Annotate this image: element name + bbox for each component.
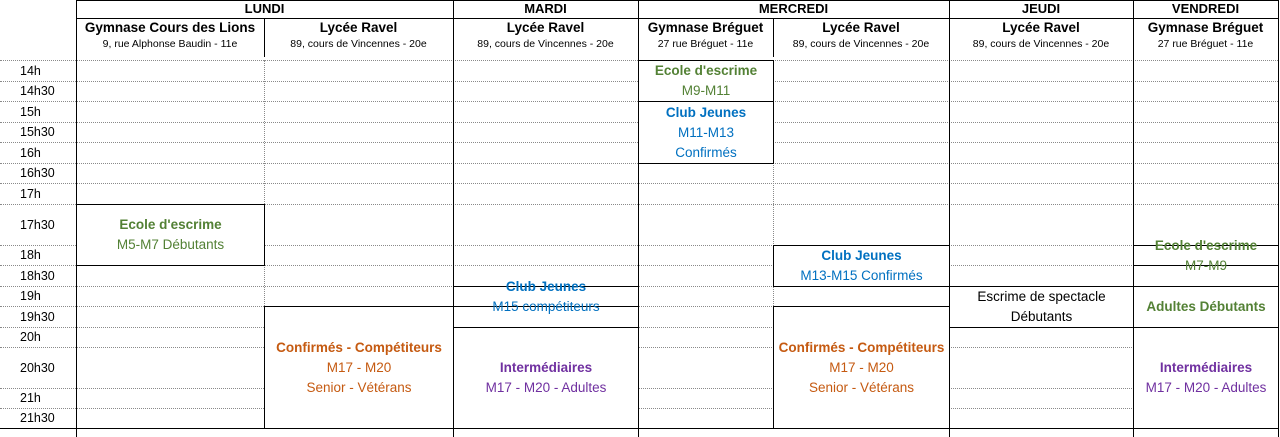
session-detail: M13-M15 Confirmés — [800, 268, 923, 283]
session-block — [264, 306, 454, 429]
time-gridline — [0, 388, 1278, 389]
venue-address: 89, cours de Vincennes - 20e — [972, 38, 1110, 50]
session-title: Club Jeunes — [665, 104, 747, 120]
session-detail: M15 compétiteurs — [492, 298, 600, 314]
session-detail: M5-M7 Débutants — [116, 237, 225, 252]
time-label: 20h — [20, 330, 41, 344]
session-detail: Senior - Vétérans — [808, 379, 915, 395]
session-block — [76, 204, 265, 266]
venue-address: 9, rue Alphonse Baudin - 11e — [102, 38, 238, 50]
day-header-mercredi: MERCREDI — [758, 1, 829, 16]
venue-header — [1133, 18, 1278, 57]
session-title: Confirmés - Compétiteurs — [276, 339, 442, 355]
time-label: 14h — [20, 63, 41, 78]
session-title: Intermédiaires — [499, 360, 593, 375]
venue-header — [264, 18, 453, 57]
venue-address: 89, cours de Vincennes - 20e — [290, 38, 427, 50]
venue-name: Lycée Ravel — [506, 20, 585, 35]
day-header-vendredi: VENDREDI — [1171, 1, 1240, 16]
session-detail: M17 - M20 — [326, 359, 392, 375]
venue-name: Lycée Ravel — [319, 20, 398, 35]
session-title: Intermédiaires — [1159, 360, 1253, 375]
session-detail: M17 - M20 — [829, 359, 894, 375]
day-header-lundi: LUNDI — [244, 1, 285, 16]
time-label: 18h30 — [20, 268, 55, 283]
session-title: Confirmés - Compétiteurs — [778, 339, 945, 355]
venue-name: Gymnase Bréguet — [1147, 20, 1264, 35]
session-block — [1133, 286, 1279, 328]
venue-header — [638, 18, 773, 57]
frame-line — [0, 428, 1278, 429]
session-block — [453, 327, 639, 429]
session-detail: M17 - M20 - Adultes — [1145, 380, 1267, 395]
time-label: 21h — [20, 391, 41, 405]
session-detail: Confirmés — [675, 144, 737, 160]
time-label: 19h — [20, 289, 41, 303]
session-title: Ecole d'escrime — [654, 63, 758, 78]
session-detail: M9-M11 — [681, 83, 731, 98]
venue-address: 27 rue Bréguet - 11e — [657, 38, 754, 50]
venue-name: Gymnase Bréguet — [647, 20, 764, 35]
time-label: 19h30 — [20, 309, 55, 324]
time-label: 17h30 — [20, 217, 55, 232]
venue-name: Gymnase Cours des Lions — [84, 20, 256, 35]
session-block — [1133, 237, 1279, 273]
session-detail: Débutants — [1010, 309, 1073, 324]
venue-header — [773, 18, 949, 57]
session-title: Ecole d'escrime — [1154, 237, 1258, 253]
venue-address: 89, cours de Vincennes - 20e — [477, 38, 614, 50]
session-title: Adultes Débutants — [1146, 299, 1266, 314]
session-block — [638, 101, 774, 164]
time-label: 15h30 — [20, 125, 55, 139]
session-block — [773, 245, 950, 287]
time-label: 17h — [20, 186, 41, 201]
venue-header — [949, 18, 1133, 57]
time-label: 21h30 — [20, 411, 55, 425]
session-detail: M11-M13 — [677, 124, 735, 140]
session-title: Ecole d'escrime — [119, 217, 222, 232]
venue-address: 27 rue Bréguet - 11e — [1157, 38, 1254, 50]
time-label: 18h — [20, 248, 41, 262]
time-label: 15h — [20, 104, 41, 119]
session-title: Club Jeunes — [821, 248, 902, 263]
session-detail: M7-M9 — [1184, 257, 1227, 273]
venue-header — [453, 18, 638, 57]
time-label: 16h — [20, 145, 41, 160]
session-block — [949, 286, 1134, 328]
time-label: 16h30 — [20, 166, 55, 180]
venue-header — [76, 18, 264, 57]
session-block — [1133, 327, 1279, 429]
session-detail: Escrime de spectacle — [977, 289, 1106, 304]
session-block — [638, 60, 774, 102]
day-header-mardi: MARDI — [524, 1, 567, 16]
session-detail: M17 - M20 - Adultes — [485, 380, 607, 395]
day-header-jeudi: JEUDI — [1021, 1, 1061, 16]
venue-name: Lycée Ravel — [1002, 20, 1080, 35]
time-gridline — [0, 408, 1278, 409]
session-detail: Senior - Vétérans — [306, 379, 412, 395]
time-label: 20h30 — [20, 360, 55, 375]
session-title: Club Jeunes — [505, 278, 587, 294]
time-label: 14h30 — [20, 84, 55, 98]
session-block — [453, 278, 639, 314]
time-gridline — [0, 183, 1278, 184]
time-gridline — [0, 347, 1278, 348]
venue-address: 89, cours de Vincennes - 20e — [792, 38, 930, 50]
venue-name: Lycée Ravel — [822, 20, 900, 35]
session-block — [773, 306, 950, 429]
